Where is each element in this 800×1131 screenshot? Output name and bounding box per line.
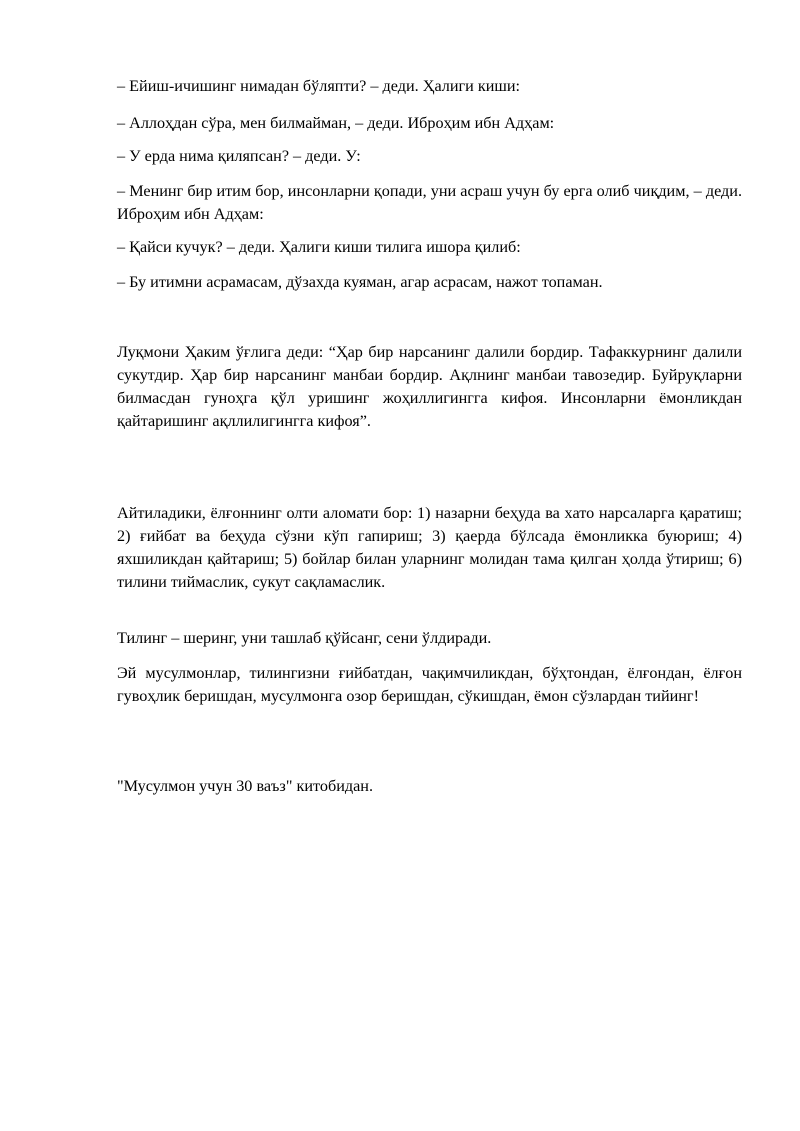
dialogue-line-6: – Бу итимни асрамасам, дўзахда куяман, агар асрасам, нажот топаман. — [117, 273, 603, 291]
source-line: "Мусулмон учун 30 ваъз" китобидан. — [117, 777, 373, 795]
signs-paragraph: Айтиладики, ёлғоннинг олти аломати бор: 1) назарни беҳуда ва хато нарсаларга қаратиш; 2) ғийбат ва беҳуда сўзни кўп гапириш; 3) қаерда бўлсада ёмонликка буюриш; 4) яхшиликдан қайтариш; 5) бойлар билан уларнинг молидан тама қилган ҳолда ўтириш; 6) тилини тиймаслик, сукут сақламаслик. — [117, 504, 742, 591]
tongue-paragraph: Тилинг – шеринг, уни ташлаб қўйсанг, сени ўлдиради. — [117, 629, 492, 647]
dialogue-line-2: – Аллоҳдан сўра, мен билмайман, – деди. Иброҳим ибн Адҳам: — [117, 114, 555, 132]
dialogue-line-1: – Ейиш-ичишинг нимадан бўляпти? – деди. Ҳалиги киши: — [117, 77, 521, 95]
dialogue-line-5: – Қайси кучук? – деди. Ҳалиги киши тилига ишора қилиб: — [117, 238, 521, 256]
dialogue-line-3: – У ерда нима қиляпсан? – деди. У: — [117, 147, 361, 165]
luqmon-paragraph: Луқмони Ҳаким ўғлига деди: “Ҳар бир нарсанинг далили бордир. Тафаккурнинг далили сукутдир. Ҳар бир нарсанинг манбаи бордир. Ақлнинг манбаи тавозедир. Буйруқларни билмасдан гуноҳга қўл уришинг жоҳиллигингга кифоя. Инсонларни ёмонликдан қайтаришинг ақллилигингга кифоя”. — [117, 343, 742, 430]
dialogue-line-4: – Менинг бир итим бор, инсонларни қопади, уни асраш учун бу ерга олиб чиқдим, – деди. Иброҳим ибн Адҳам: — [117, 182, 742, 223]
appeal-paragraph: Эй мусулмонлар, тилингизни ғийбатдан, чақимчиликдан, бўҳтондан, ёлғондан, ёлғон гувоҳлик беришдан, мусулмонга озор беришдан, сўкишдан, ёмон сўзлардан тийинг! — [117, 664, 742, 705]
